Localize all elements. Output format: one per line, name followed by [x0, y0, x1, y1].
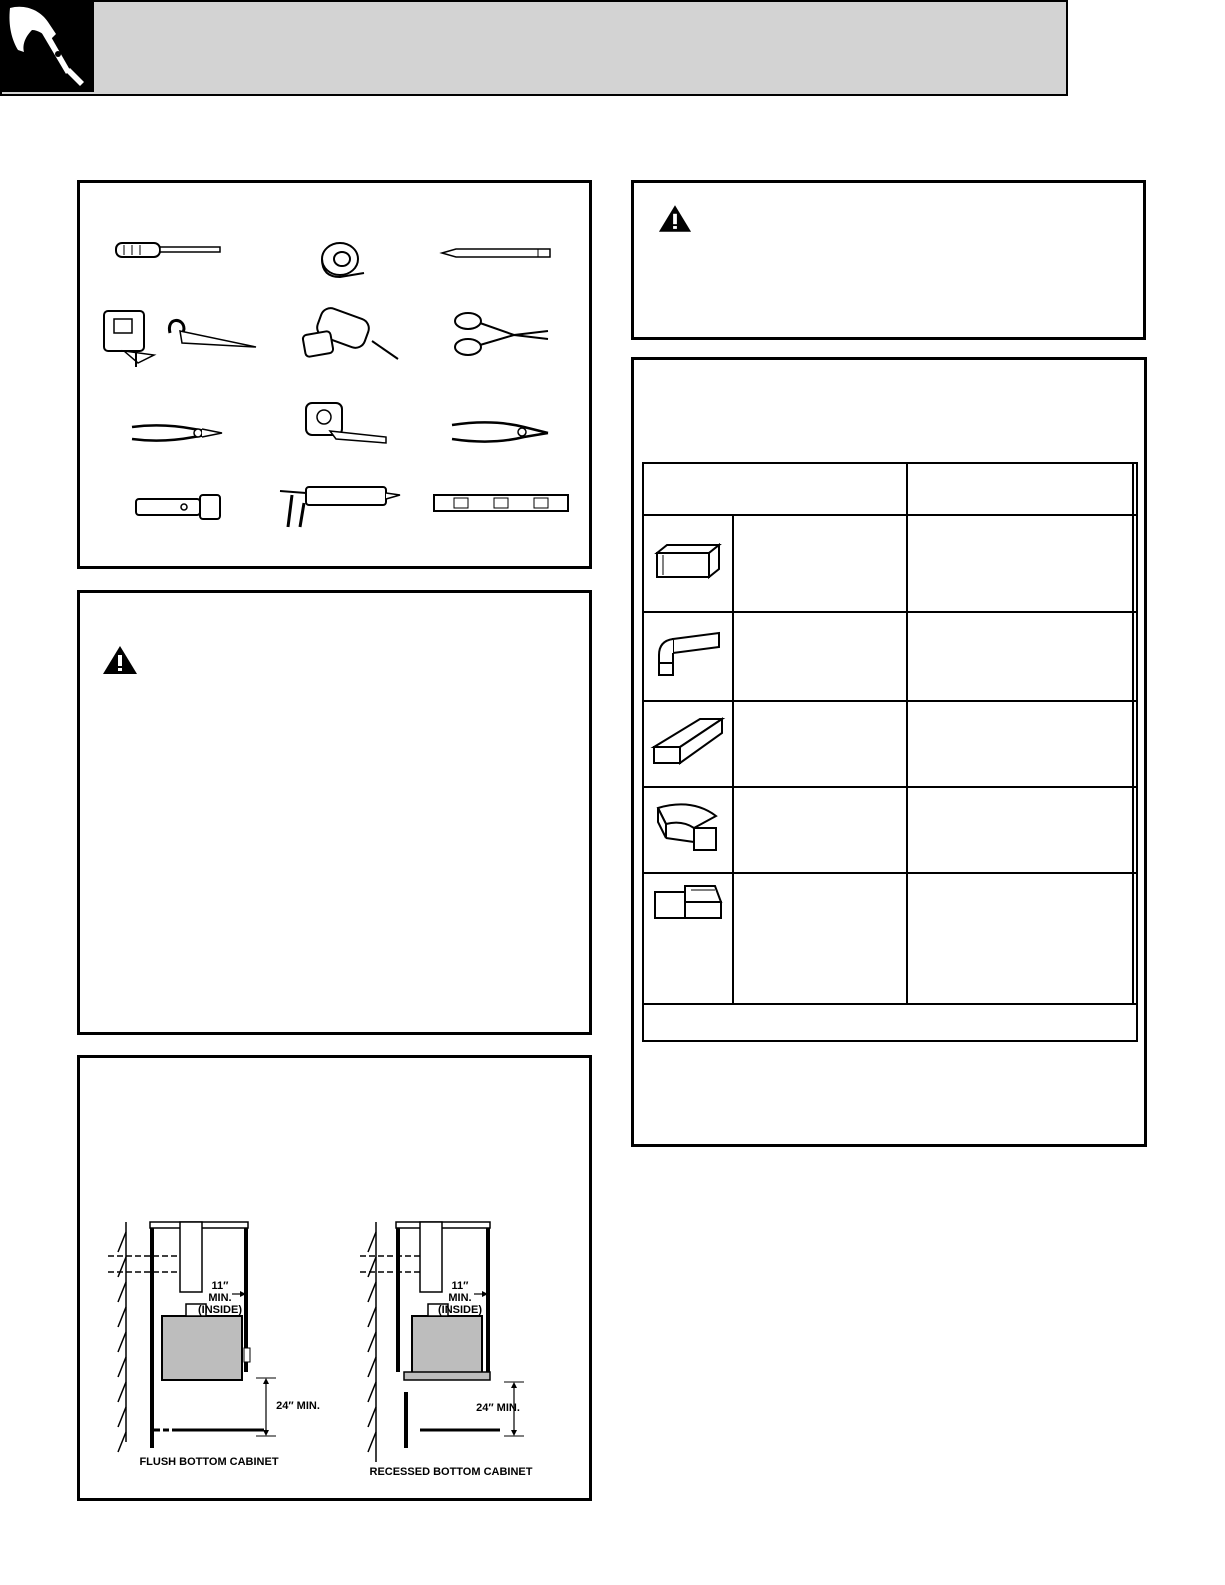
table-row: [643, 701, 1137, 787]
right-warning-panel: [631, 180, 1146, 340]
screwdriver-icon: [116, 243, 220, 257]
table-cell: [733, 701, 907, 787]
table-cell: [907, 701, 1133, 787]
wire-stripper-icon: [452, 422, 548, 441]
flashlight-icon: [136, 495, 220, 519]
flush-cabinet-drawing: [104, 1212, 334, 1482]
table-row: [643, 873, 1137, 1003]
table-cell: [1133, 873, 1137, 1003]
table-cell: [1133, 515, 1137, 611]
transition-duct-icon: [650, 713, 726, 769]
hand-with-screwdriver-icon: [0, 0, 94, 92]
tools-panel: [77, 180, 592, 569]
table-footer-cell: [643, 1004, 1137, 1041]
page-header: [0, 0, 1068, 96]
table-cell: [733, 515, 907, 611]
flush-bottom-dim: 24″ MIN.: [276, 1400, 320, 1412]
table-cell: [907, 612, 1133, 701]
recessed-bottom-dim: 24″ MIN.: [476, 1402, 520, 1414]
flat-elbow-duct-icon: [652, 798, 724, 858]
flush-bottom-cabinet-diagram: [104, 1212, 334, 1482]
table-footer-row: [643, 1004, 1137, 1041]
recessed-inside-dim-line3: (INSIDE): [438, 1304, 482, 1316]
recessed-bottom-cabinet-diagram: [360, 1212, 590, 1482]
tools-illustration: [80, 183, 589, 566]
recessed-cabinet-drawing: [360, 1212, 590, 1482]
table-row: [643, 515, 1137, 611]
wall-cap-icon: [651, 882, 725, 924]
table-cell: [733, 612, 907, 701]
table-cell: [1133, 612, 1137, 701]
pliers-icon: [132, 425, 222, 440]
table-cell: [907, 787, 1133, 873]
table-row: [643, 787, 1137, 873]
straight-duct-icon: [653, 541, 723, 581]
header-cell-piece: [643, 463, 907, 515]
caulking-gun-icon: [280, 487, 400, 527]
flush-inside-dim-line1: 11″: [211, 1280, 229, 1292]
tin-snips-icon: [455, 313, 548, 355]
jigsaw-and-keyhole-saw-icon: [104, 311, 256, 367]
recessed-inside-dim-line2: MIN.: [448, 1292, 472, 1304]
table-cell: [1133, 787, 1137, 873]
tape-measure-icon: [306, 403, 386, 443]
flush-inside-dim-line3: (INSIDE): [198, 1304, 242, 1316]
table-icon-cell: [643, 612, 733, 701]
warning-triangle-icon: [102, 645, 138, 675]
electric-drill-icon: [302, 305, 398, 359]
elbow-duct-icon: [653, 629, 723, 679]
header-cell-description: [907, 463, 1133, 515]
warning-triangle-icon: [658, 204, 692, 233]
recessed-caption: RECESSED BOTTOM CABINET: [369, 1466, 533, 1478]
table-icon-cell: [643, 515, 733, 611]
warning-panel: [77, 590, 592, 1035]
duct-parts-table: [642, 462, 1138, 1042]
table-row: [643, 612, 1137, 701]
table-header-row: [643, 463, 1137, 515]
flush-caption: FLUSH BOTTOM CABINET: [139, 1456, 279, 1468]
table-cell: [733, 873, 907, 1003]
table-icon-cell: [643, 873, 733, 1003]
flush-inside-dim-line2: MIN.: [208, 1292, 232, 1304]
table-icon-cell: [643, 701, 733, 787]
table-icon-cell: [643, 787, 733, 873]
table-cell: [907, 873, 1133, 1003]
table-cell: [733, 787, 907, 873]
table-cell: [907, 515, 1133, 611]
table-cell: [1133, 701, 1137, 787]
level-icon: [434, 495, 568, 511]
recessed-inside-dim-line1: 11″: [451, 1280, 469, 1292]
pencil-icon: [442, 249, 550, 257]
cabinet-clearance-panel: [77, 1055, 592, 1501]
header-cell-equivalent: [1133, 463, 1137, 515]
duct-tape-icon: [322, 243, 364, 277]
